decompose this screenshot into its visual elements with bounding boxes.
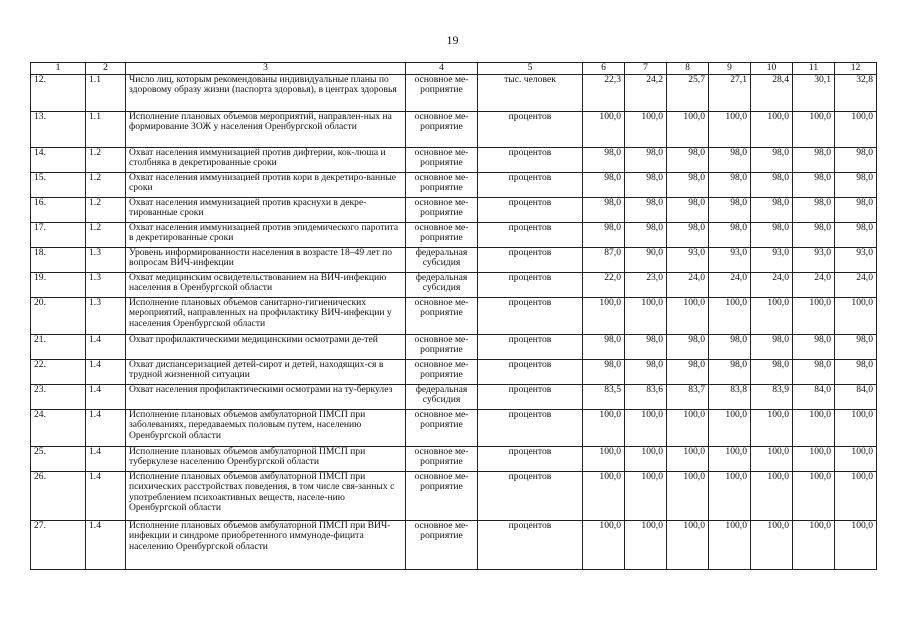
value-cell: 100,0 xyxy=(835,297,877,334)
indicator-name: Исполнение плановых объемов амбулаторной ПМСП при туберкулезе населению Оренбургской области xyxy=(126,446,406,471)
header-cell: 2 xyxy=(86,63,126,75)
value-cell: 98,0 xyxy=(667,334,709,359)
value-cell: 98,0 xyxy=(793,222,835,247)
value-cell: 98,0 xyxy=(835,197,877,222)
table-row xyxy=(31,172,877,197)
indicator-name: Охват медицинским освидетельствованием на ВИЧ-инфекцию населения в Оренбургской области xyxy=(126,272,406,297)
value-cell: 100,0 xyxy=(709,409,751,446)
table-row xyxy=(31,471,877,520)
indicator-name: Охват населения иммунизацией против дифтерии, кок-люша и столбняка в декретированные сроки xyxy=(126,147,406,172)
unit-of-measure: процентов xyxy=(478,471,583,520)
value-cell: 100,0 xyxy=(583,111,625,147)
value-cell: 100,0 xyxy=(667,471,709,520)
table-row xyxy=(31,297,877,334)
value-cell: 100,0 xyxy=(835,520,877,569)
row-code: 1.4 xyxy=(86,334,126,359)
value-cell: 100,0 xyxy=(751,111,793,147)
measure-type: основное ме-роприятие xyxy=(406,74,478,111)
unit-of-measure: процентов xyxy=(478,172,583,197)
value-cell: 98,0 xyxy=(709,222,751,247)
value-cell: 100,0 xyxy=(709,471,751,520)
row-number: 19. xyxy=(31,272,86,297)
value-cell: 32,8 xyxy=(835,74,877,111)
measure-type: федеральная субсидия xyxy=(406,384,478,409)
header-cell: 8 xyxy=(667,63,709,75)
value-cell: 100,0 xyxy=(751,471,793,520)
value-cell: 100,0 xyxy=(751,446,793,471)
indicator-name: Охват диспансеризацией детей-сирот и детей, находящих-ся в трудной жизненной ситуации xyxy=(126,359,406,384)
value-cell: 98,0 xyxy=(625,147,667,172)
row-code: 1.4 xyxy=(86,384,126,409)
indicator-name: Охват населения иммунизацией против эпидемического паротита в декретированные сроки xyxy=(126,222,406,247)
row-number: 17. xyxy=(31,222,86,247)
indicator-name: Число лиц, которым рекомендованы индивидуальные планы по здоровому образу жизни (паспорта здоровья), в центрах здоровья xyxy=(126,74,406,111)
measure-type: федеральная субсидия xyxy=(406,247,478,272)
row-number: 23. xyxy=(31,384,86,409)
value-cell: 98,0 xyxy=(709,334,751,359)
unit-of-measure: процентов xyxy=(478,111,583,147)
value-cell: 93,0 xyxy=(709,247,751,272)
row-code: 1.4 xyxy=(86,409,126,446)
indicator-name: Охват населения иммунизацией против краснухи в декре-тированные сроки xyxy=(126,197,406,222)
value-cell: 100,0 xyxy=(835,471,877,520)
value-cell: 100,0 xyxy=(667,446,709,471)
value-cell: 100,0 xyxy=(835,409,877,446)
value-cell: 98,0 xyxy=(751,222,793,247)
value-cell: 98,0 xyxy=(751,172,793,197)
indicator-name: Исполнение плановых объемов амбулаторной ПМСП при психических расстройствах поведения, в том числе свя-занных с употреблением психоактивных веществ, населе-нию Оренбургской области xyxy=(126,471,406,520)
row-number: 24. xyxy=(31,409,86,446)
value-cell: 25,7 xyxy=(667,74,709,111)
measure-type: основное ме-роприятие xyxy=(406,222,478,247)
value-cell: 100,0 xyxy=(793,520,835,569)
value-cell: 100,0 xyxy=(751,297,793,334)
table-row xyxy=(31,247,877,272)
table-body xyxy=(31,74,877,569)
value-cell: 100,0 xyxy=(709,111,751,147)
row-code: 1.4 xyxy=(86,520,126,569)
value-cell: 23,0 xyxy=(625,272,667,297)
measure-type: федеральная субсидия xyxy=(406,272,478,297)
value-cell: 98,0 xyxy=(667,172,709,197)
value-cell: 98,0 xyxy=(835,334,877,359)
row-number: 12. xyxy=(31,74,86,111)
indicator-name: Исполнение плановых объемов амбулаторной ПМСП при заболеваниях, передаваемых половым путем, населению Оренбургской области xyxy=(126,409,406,446)
row-number: 15. xyxy=(31,172,86,197)
row-code: 1.2 xyxy=(86,222,126,247)
value-cell: 24,0 xyxy=(709,272,751,297)
value-cell: 100,0 xyxy=(625,409,667,446)
header-cell: 4 xyxy=(406,63,478,75)
row-code: 1.4 xyxy=(86,471,126,520)
value-cell: 98,0 xyxy=(793,334,835,359)
value-cell: 100,0 xyxy=(793,409,835,446)
table-row xyxy=(31,334,877,359)
value-cell: 98,0 xyxy=(793,147,835,172)
value-cell: 100,0 xyxy=(583,446,625,471)
table-row xyxy=(31,74,877,111)
row-number: 18. xyxy=(31,247,86,272)
value-cell: 98,0 xyxy=(625,359,667,384)
measure-type: основное ме-роприятие xyxy=(406,359,478,384)
value-cell: 98,0 xyxy=(583,222,625,247)
unit-of-measure: процентов xyxy=(478,222,583,247)
value-cell: 83,6 xyxy=(625,384,667,409)
value-cell: 98,0 xyxy=(709,197,751,222)
value-cell: 22,3 xyxy=(583,74,625,111)
unit-of-measure: процентов xyxy=(478,247,583,272)
value-cell: 100,0 xyxy=(709,297,751,334)
header-cell: 3 xyxy=(126,63,406,75)
value-cell: 83,5 xyxy=(583,384,625,409)
indicator-name: Исполнение плановых объемов санитарно-гигиенических мероприятий, направленных на профилактику ВИЧ-инфекции у населения Оренбургской области xyxy=(126,297,406,334)
measure-type: основное ме-роприятие xyxy=(406,197,478,222)
value-cell: 28,4 xyxy=(751,74,793,111)
value-cell: 98,0 xyxy=(625,197,667,222)
measure-type: основное ме-роприятие xyxy=(406,334,478,359)
value-cell: 100,0 xyxy=(667,409,709,446)
value-cell: 98,0 xyxy=(793,172,835,197)
value-cell: 100,0 xyxy=(709,520,751,569)
value-cell: 24,0 xyxy=(793,272,835,297)
unit-of-measure: процентов xyxy=(478,359,583,384)
header-cell: 5 xyxy=(478,63,583,75)
value-cell: 98,0 xyxy=(751,359,793,384)
row-number: 25. xyxy=(31,446,86,471)
unit-of-measure: процентов xyxy=(478,384,583,409)
row-number: 16. xyxy=(31,197,86,222)
unit-of-measure: процентов xyxy=(478,197,583,222)
unit-of-measure: процентов xyxy=(478,297,583,334)
indicator-name: Уровень информированности населения в возрасте 18–49 лет по вопросам ВИЧ-инфекции xyxy=(126,247,406,272)
value-cell: 84,0 xyxy=(793,384,835,409)
value-cell: 100,0 xyxy=(583,520,625,569)
unit-of-measure: процентов xyxy=(478,334,583,359)
table-row xyxy=(31,147,877,172)
row-code: 1.2 xyxy=(86,197,126,222)
header-cell: 11 xyxy=(793,63,835,75)
value-cell: 98,0 xyxy=(667,359,709,384)
value-cell: 98,0 xyxy=(709,359,751,384)
header-cell: 12 xyxy=(835,63,877,75)
header-cell: 1 xyxy=(31,63,86,75)
value-cell: 98,0 xyxy=(835,222,877,247)
value-cell: 98,0 xyxy=(583,334,625,359)
value-cell: 100,0 xyxy=(583,409,625,446)
value-cell: 98,0 xyxy=(835,359,877,384)
value-cell: 93,0 xyxy=(793,247,835,272)
value-cell: 98,0 xyxy=(625,172,667,197)
value-cell: 98,0 xyxy=(835,147,877,172)
header-cell: 10 xyxy=(751,63,793,75)
unit-of-measure: тыс. человек xyxy=(478,74,583,111)
unit-of-measure: процентов xyxy=(478,272,583,297)
row-code: 1.2 xyxy=(86,147,126,172)
value-cell: 98,0 xyxy=(583,147,625,172)
value-cell: 30,1 xyxy=(793,74,835,111)
row-number: 26. xyxy=(31,471,86,520)
row-code: 1.4 xyxy=(86,359,126,384)
row-code: 1.3 xyxy=(86,297,126,334)
value-cell: 98,0 xyxy=(709,147,751,172)
table-row xyxy=(31,520,877,569)
value-cell: 100,0 xyxy=(667,520,709,569)
measure-type: основное ме-роприятие xyxy=(406,111,478,147)
value-cell: 90,0 xyxy=(625,247,667,272)
row-code: 1.2 xyxy=(86,172,126,197)
value-cell: 100,0 xyxy=(625,111,667,147)
value-cell: 100,0 xyxy=(667,111,709,147)
value-cell: 24,0 xyxy=(751,272,793,297)
header-cell: 6 xyxy=(583,63,625,75)
row-number: 20. xyxy=(31,297,86,334)
value-cell: 24,0 xyxy=(835,272,877,297)
value-cell: 93,0 xyxy=(751,247,793,272)
value-cell: 98,0 xyxy=(751,334,793,359)
value-cell: 98,0 xyxy=(667,222,709,247)
row-number: 27. xyxy=(31,520,86,569)
value-cell: 100,0 xyxy=(793,446,835,471)
measure-type: основное ме-роприятие xyxy=(406,446,478,471)
indicator-name: Охват населения иммунизацией против кори в декретиро-ванные сроки xyxy=(126,172,406,197)
row-code: 1.1 xyxy=(86,111,126,147)
value-cell: 22,0 xyxy=(583,272,625,297)
unit-of-measure: процентов xyxy=(478,409,583,446)
measure-type: основное ме-роприятие xyxy=(406,471,478,520)
table-row xyxy=(31,384,877,409)
value-cell: 98,0 xyxy=(583,197,625,222)
value-cell: 100,0 xyxy=(667,297,709,334)
value-cell: 100,0 xyxy=(793,111,835,147)
indicator-name: Исполнение плановых объемов мероприятий, направлен-ных на формирование ЗОЖ у населения Оренбургской области xyxy=(126,111,406,147)
value-cell: 100,0 xyxy=(751,409,793,446)
row-code: 1.3 xyxy=(86,272,126,297)
value-cell: 100,0 xyxy=(793,471,835,520)
value-cell: 98,0 xyxy=(751,147,793,172)
value-cell: 100,0 xyxy=(583,471,625,520)
table-row xyxy=(31,272,877,297)
header-cell: 7 xyxy=(625,63,667,75)
measure-type: основное ме-роприятие xyxy=(406,520,478,569)
header-cell: 9 xyxy=(709,63,751,75)
value-cell: 98,0 xyxy=(625,222,667,247)
row-code: 1.1 xyxy=(86,74,126,111)
row-number: 22. xyxy=(31,359,86,384)
value-cell: 100,0 xyxy=(625,520,667,569)
value-cell: 98,0 xyxy=(625,334,667,359)
indicator-name: Охват населения профилактическими осмотрами на ту-беркулез xyxy=(126,384,406,409)
value-cell: 98,0 xyxy=(709,172,751,197)
table-row xyxy=(31,197,877,222)
value-cell: 100,0 xyxy=(835,446,877,471)
unit-of-measure: процентов xyxy=(478,520,583,569)
table-row xyxy=(31,111,877,147)
header-row xyxy=(31,63,877,75)
measure-type: основное ме-роприятие xyxy=(406,147,478,172)
value-cell: 100,0 xyxy=(583,297,625,334)
value-cell: 24,2 xyxy=(625,74,667,111)
value-cell: 87,0 xyxy=(583,247,625,272)
value-cell: 100,0 xyxy=(625,297,667,334)
row-number: 21. xyxy=(31,334,86,359)
value-cell: 98,0 xyxy=(793,359,835,384)
value-cell: 98,0 xyxy=(667,197,709,222)
value-cell: 83,7 xyxy=(667,384,709,409)
row-number: 14. xyxy=(31,147,86,172)
value-cell: 98,0 xyxy=(583,359,625,384)
value-cell: 84,0 xyxy=(835,384,877,409)
indicators-table xyxy=(30,62,877,570)
value-cell: 24,0 xyxy=(667,272,709,297)
value-cell: 100,0 xyxy=(793,297,835,334)
value-cell: 27,1 xyxy=(709,74,751,111)
value-cell: 100,0 xyxy=(835,111,877,147)
measure-type: основное ме-роприятие xyxy=(406,297,478,334)
table-row xyxy=(31,222,877,247)
row-number: 13. xyxy=(31,111,86,147)
unit-of-measure: процентов xyxy=(478,446,583,471)
value-cell: 100,0 xyxy=(625,446,667,471)
value-cell: 83,8 xyxy=(709,384,751,409)
value-cell: 98,0 xyxy=(793,197,835,222)
value-cell: 98,0 xyxy=(667,147,709,172)
value-cell: 100,0 xyxy=(751,520,793,569)
value-cell: 98,0 xyxy=(751,197,793,222)
indicator-name: Охват профилактическими медицинскими осмотрами де-тей xyxy=(126,334,406,359)
value-cell: 93,0 xyxy=(835,247,877,272)
value-cell: 83,9 xyxy=(751,384,793,409)
value-cell: 100,0 xyxy=(625,471,667,520)
value-cell: 98,0 xyxy=(835,172,877,197)
row-code: 1.4 xyxy=(86,446,126,471)
table-row xyxy=(31,359,877,384)
page-number: 19 xyxy=(446,33,459,47)
value-cell: 93,0 xyxy=(667,247,709,272)
value-cell: 98,0 xyxy=(583,172,625,197)
row-code: 1.3 xyxy=(86,247,126,272)
measure-type: основное ме-роприятие xyxy=(406,172,478,197)
value-cell: 100,0 xyxy=(709,446,751,471)
unit-of-measure: процентов xyxy=(478,147,583,172)
table-row xyxy=(31,446,877,471)
indicator-name: Исполнение плановых объемов амбулаторной ПМСП при ВИЧ-инфекции и синдроме приобретенного иммуноде-фицита населению Оренбургской области xyxy=(126,520,406,569)
measure-type: основное ме-роприятие xyxy=(406,409,478,446)
table-row xyxy=(31,409,877,446)
